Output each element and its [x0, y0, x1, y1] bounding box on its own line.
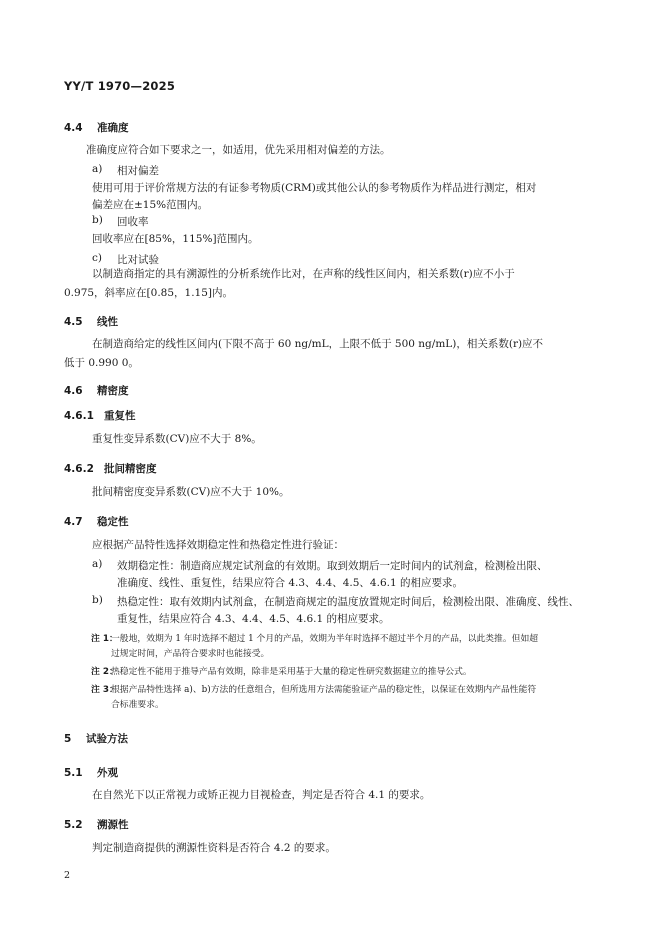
- list-title: 比对试验: [117, 254, 159, 266]
- list-text: 重复性，结果应符合 4.3、4.4、4.5、4.6.1 的相应要求。: [117, 613, 390, 625]
- section-number: 4.7: [64, 516, 83, 528]
- list-title: 相对偏差: [117, 165, 159, 177]
- section-4-6-heading: [64, 383, 129, 398]
- list-label: b): [92, 594, 103, 606]
- section-title: 重复性: [104, 410, 136, 422]
- section-title: 稳定性: [97, 516, 129, 528]
- list-label: b): [92, 214, 103, 226]
- paragraph: 在自然光下以正常视力或矫正视力目视检查，判定是否符合 4.1 的要求。: [92, 789, 431, 801]
- section-number: 4.4: [64, 122, 83, 134]
- note-text: 热稳定性不能用于推导产品有效期，除非是采用基于大量的稳定性研究数据建立的推导公式。: [111, 667, 472, 677]
- note-label: 注 3：: [91, 685, 118, 695]
- section-5-1-heading: [64, 765, 118, 780]
- section-number: 4.6.2: [64, 463, 94, 475]
- paragraph: 准确度应符合如下要求之一，如适用，优先采用相对偏差的方法。: [86, 144, 391, 156]
- list-text: 效期稳定性：制造商应规定试剂盒的有效期。取到效期后一定时间内的试剂盒，检测检出限、: [117, 560, 548, 572]
- section-number: 4.6.1: [64, 410, 94, 422]
- paragraph: 低于 0.990 0。: [64, 357, 139, 369]
- list-label: c): [92, 252, 102, 264]
- paragraph: 批间精密度变异系数(CV)应不大于 10%。: [92, 486, 290, 498]
- paragraph: 应根据产品特性选择效期稳定性和热稳定性进行验证：: [92, 539, 344, 551]
- list-label: a): [92, 558, 103, 570]
- section-number: 5.2: [64, 819, 83, 831]
- section-number: 5: [64, 733, 72, 745]
- section-5-heading: [64, 731, 128, 746]
- note-text: 根据产品特性选择 a)、b)方法的任意组合，但所选用方法需能验证产品的稳定性，以保证在效期内产品性能符: [111, 685, 537, 695]
- note-label: 注 2：: [91, 667, 118, 677]
- paragraph: 判定制造商提供的溯源性资料是否符合 4.2 的要求。: [92, 842, 336, 854]
- section-title: 批间精密度: [104, 463, 157, 475]
- section-title: 溯源性: [97, 819, 129, 831]
- section-number: 4.5: [64, 316, 83, 328]
- section-4-4-heading: [64, 120, 129, 135]
- paragraph: 在制造商给定的线性区间内(下限不高于 60 ng/mL，上限不低于 500 ng/mL)，相关系数(r)应不: [92, 338, 544, 350]
- list-text: 准确度、线性、重复性，结果应符合 4.3、4.4、4.5、4.6.1 的相应要求。: [117, 577, 463, 589]
- section-4-7-heading: [64, 514, 129, 529]
- section-number: 5.1: [64, 767, 83, 779]
- section-4-6-2-heading: [64, 461, 157, 476]
- list-title: 回收率: [117, 216, 149, 228]
- section-4-5-heading: [64, 314, 118, 329]
- paragraph: 重复性变异系数(CV)应不大于 8%。: [92, 433, 262, 445]
- section-4-6-1-heading: [64, 408, 136, 423]
- note-label: 注 1：: [91, 634, 118, 644]
- list-text: 热稳定性：取有效期内试剂盒，在制造商规定的温度放置规定时间后，检测检出限、准确度、线性、: [117, 596, 579, 608]
- note-text: 过规定时间，产品符合要求时也能接受。: [111, 649, 270, 659]
- paragraph: 回收率应在[85%，115%]范围内。: [92, 233, 259, 245]
- paragraph: 0.975，斜率应在[0.85，1.15]内。: [64, 287, 234, 299]
- note-text: 合标准要求。: [111, 700, 164, 710]
- paragraph: 使用可用于评价常规方法的有证参考物质(CRM)或其他公认的参考物质作为样品进行测定，相对: [92, 182, 537, 194]
- section-5-2-heading: [64, 817, 129, 832]
- note-text: 一般地，效期为 1 年时选择不超过 1 个月的产品，效期为半年时选择不超过半个月的产品，以此类推。但如超: [111, 634, 539, 644]
- section-title: 精密度: [97, 385, 129, 397]
- paragraph: 偏差应在±15%范围内。: [92, 199, 209, 211]
- paragraph: 以制造商指定的具有溯源性的分析系统作比对，在声称的线性区间内，相关系数(r)应不小于: [92, 268, 515, 280]
- section-number: 4.6: [64, 385, 83, 397]
- page-number: 2: [64, 870, 71, 881]
- standard-code: YY/T 1970—2025: [64, 79, 176, 93]
- section-title: 准确度: [97, 122, 129, 134]
- section-title: 外观: [97, 767, 118, 779]
- list-label: a): [92, 163, 103, 175]
- section-title: 线性: [97, 316, 118, 328]
- section-title: 试验方法: [86, 733, 128, 745]
